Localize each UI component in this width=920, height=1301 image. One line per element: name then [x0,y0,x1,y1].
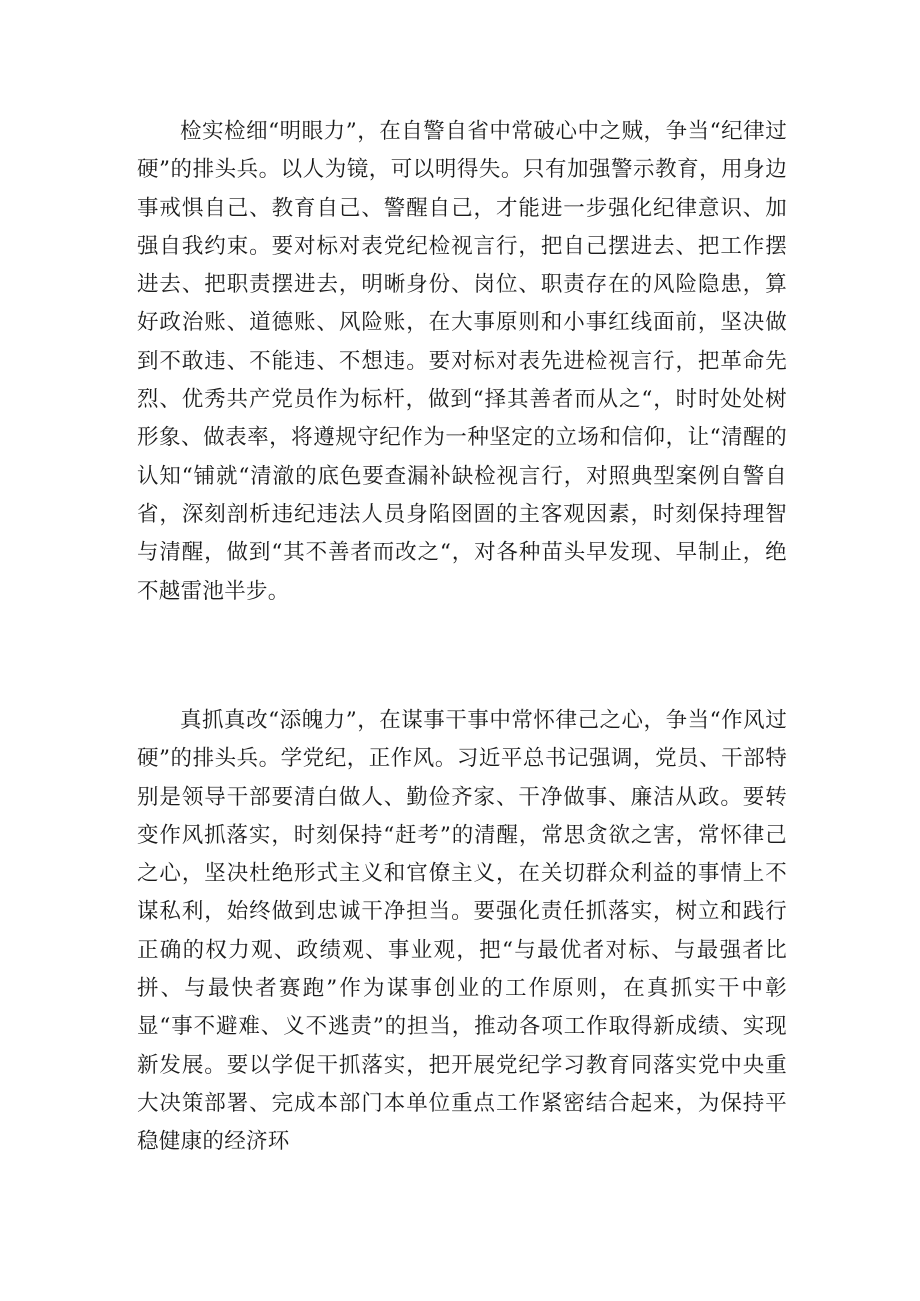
paragraph-work-style: 真抓真改“添魄力”，在谋事干事中常怀律己之心，争当“作风过硬”的排头兵。学党纪，正作风。习近平总书记强调，党员、干部特别是领导干部要清白做人、勤俭齐家、干净做事、廉洁从政。要转变作风抓落实，时刻保持“赶考”的清醒，常思贪欲之害，常怀律己之心，坚决杜绝形式主义和官僚主义，在关切群众利益的事情上不谋私利，始终做到忠诚干净担当。要强化责任抓落实，树立和践行正确的权力观、政绩观、事业观，把“与最优者对标、与最强者比拼、与最快者赛跑”作为谋事创业的工作原则，在真抓实干中彰显“事不避难、义不逃责”的担当，推动各项工作取得新成绩、实现新发展。要以学促干抓落实，把开展党纪学习教育同落实党中央重大决策部署、完成本部门本单位重点工作紧密结合起来，为保持平稳健康的经济环 [137,708,787,1155]
paragraph-discipline: 检实检细“明眼力”，在自警自省中常破心中之贼，争当“纪律过硬”的排头兵。以人为镜，可以明得失。只有加强警示教育，用身边事戒惧自己、教育自己、警醒自己，才能进一步强化纪律意识、加强自我约束。要对标对表党纪检视言行，把自己摆进去、把工作摆进去、把职责摆进去，明晰身份、岗位、职责存在的风险隐患，算好政治账、道德账、风险账，在大事原则和小事红线面前，坚决做到不敢违、不能违、不想违。要对标对表先进检视言行，把革命先烈、优秀共产党员作为标杆，做到“择其善者而从之“，时时处处树形象、做表率，将遵规守纪作为一种坚定的立场和信仰，让“清醒的认知“铺就“清澈的底色要查漏补缺检视言行，对照典型案例自警自省，深刻剖析违纪违法人员身陷囹圄的主客观因素，时刻保持理智与清醒，做到“其不善者而改之“，对各种苗头早发现、早制止，绝不越雷池半步。 [137,119,787,604]
